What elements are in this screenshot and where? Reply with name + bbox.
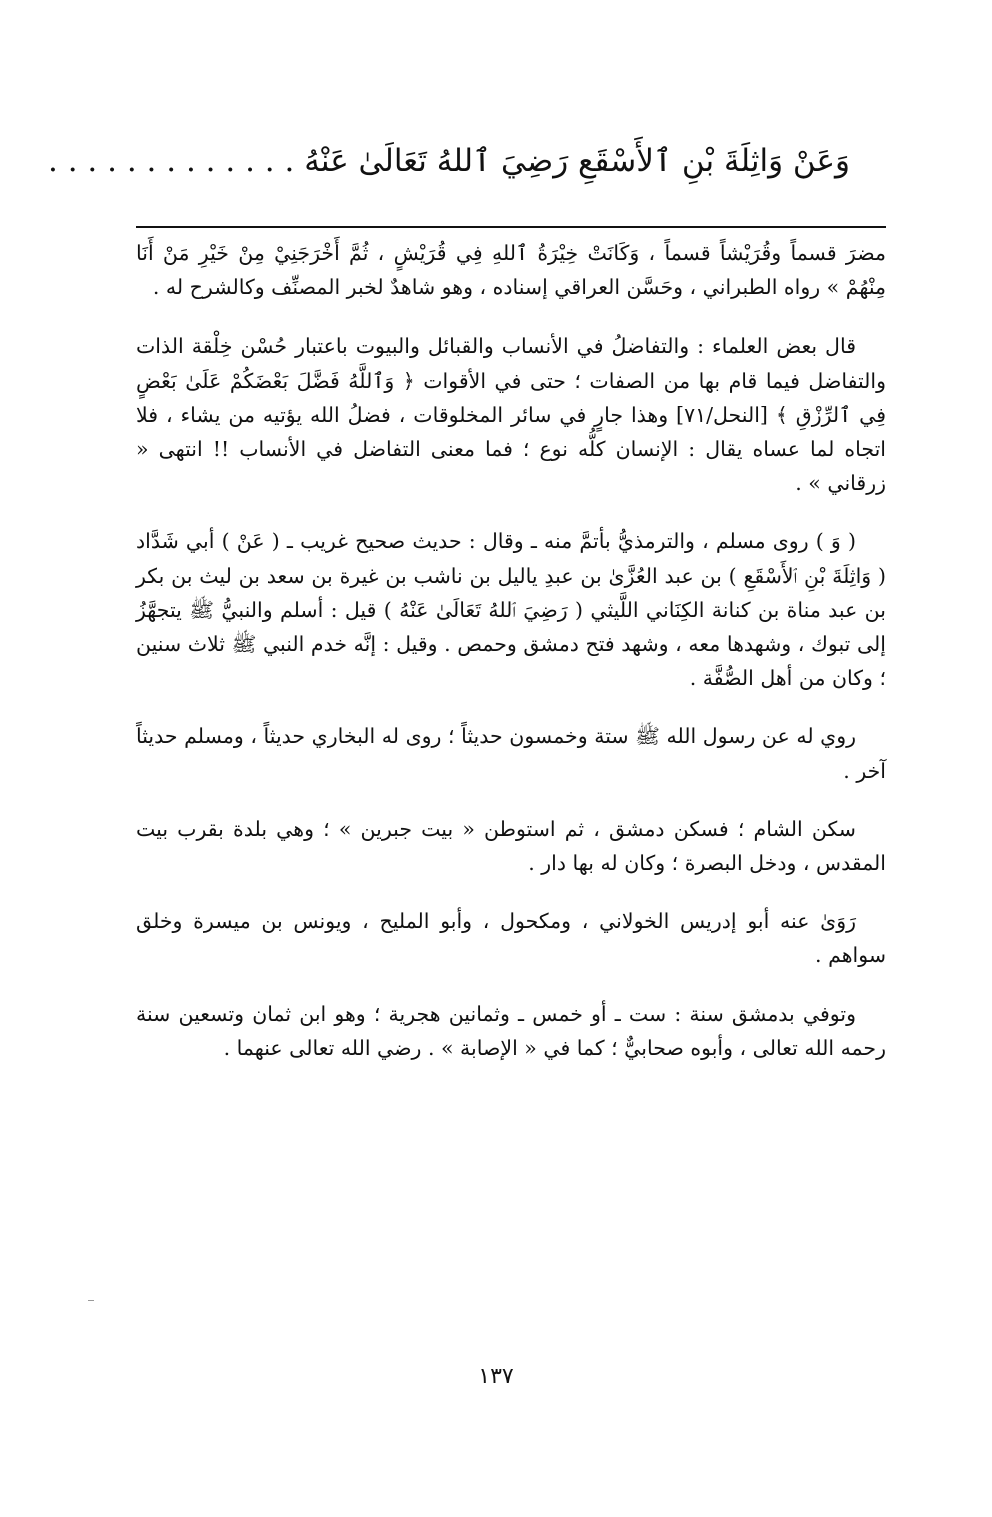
paragraph-death: وتوفي بدمشق سنة : ست ـ أو خمس ـ وثمانين هجرية ؛ وهو ابن ثمان وتسعين سنة رحمه الله تعالى ، وأبوه صحابيٌّ ؛ كما في « الإصابة » . رضي الله تعالى عنهما . (136, 1001, 886, 1060)
paragraph-scholars-commentary: قال بعض العلماء : والتفاضلُ في الأنساب والقبائل والبيوت باعتبار حُسْن خِلْقة الذات والتفاضل فيما قام بها من الصفات ؛ حتى في الأقوات ﴿ وَٱللَّهُ فَضَّلَ بَعْضَكُمْ عَلَىٰ بَعْضٍ فِي ٱلرِّزْقِ ﴾ [النحل/٧١] وهذا جارٍ في سائر المخلوقات ، فضلُ الله يؤتيه من يشاء ، فلا اتجاه لما عساه يقال : الإنسان كلُّه نوع ؛ فما معنى التفاضل في الأنساب !! انتهى « زرقاني » . (136, 334, 886, 496)
running-header: وَعَنْ وَاثِلَةَ بْنِ ٱلأَسْقَعِ رَضِيَ ٱللهُ تَعَالَىٰ عَنْهُ . . . . . . . . . . . . . (48, 143, 850, 179)
paragraph-residence: سكن الشام ؛ فسكن دمشق ، ثم استوطن « بيت جبرين » ؛ وهي بلدة بقرب بيت المقدس ، ودخل البصرة ؛ وكان له بها دار . (136, 816, 886, 876)
page-number: ١٣٧ (478, 1364, 514, 1389)
paragraph-hadith-continuation: مضرَ قسماً وقُرَيْشاً قسماً ، وَكَانَتْ خِيْرَةُ ٱللهِ فِي قُرَيْشٍ ، ثُمَّ أَخْرَجَنِيْ مِنْ خَيْرِ مَنْ أَنَا مِنْهُمْ » رواه الطبراني ، وحَسَّن العراقي إسناده ، وهو شاهدٌ لخبر المصنِّف وكالشرح له . (136, 241, 886, 300)
header-divider (136, 226, 886, 228)
paragraph-wathila-biography: ( وَ ) روى مسلم ، والترمذيُّ بأتمَّ منه ـ وقال : حديث صحيح غريب ـ ( عَنْ ) أبي شَدَّاد ( وَاثِلَةَ بْنِ ٱلأَسْقَعِ ) بن عبد العُزَّىٰ بن عبدِ ياليل بن ناشب بن غيرة بن سعد بن ليث بن بكر بن عبد مناة بن كنانة الكِنَاني اللَّيثي ( رَضِيَ ٱللهُ تَعَالَىٰ عَنْهُ ) قيل : أسلم والنبيُّ ﷺ يتجهَّزُ إلى تبوك ، وشهدها معه ، وشهد فتح دمشق وحمص . وقيل : إنَّه خدم النبي ﷺ ثلاث سنين ؛ وكان من أهل الصُّفَّة . (136, 529, 886, 691)
paragraph-narrators: رَوَىٰ عنه أبو إدريس الخولاني ، ومكحول ، وأبو المليح ، ويونس بن ميسرة وخلق سواهم . (136, 909, 886, 968)
main-text (136, 236, 886, 1089)
paragraph-narrations-count: روي له عن رسول الله ﷺ ستة وخمسون حديثاً ؛ روى له البخاري حديثاً ، ومسلم حديثاً آخر . (136, 724, 886, 783)
margin-speck (88, 1300, 94, 1301)
